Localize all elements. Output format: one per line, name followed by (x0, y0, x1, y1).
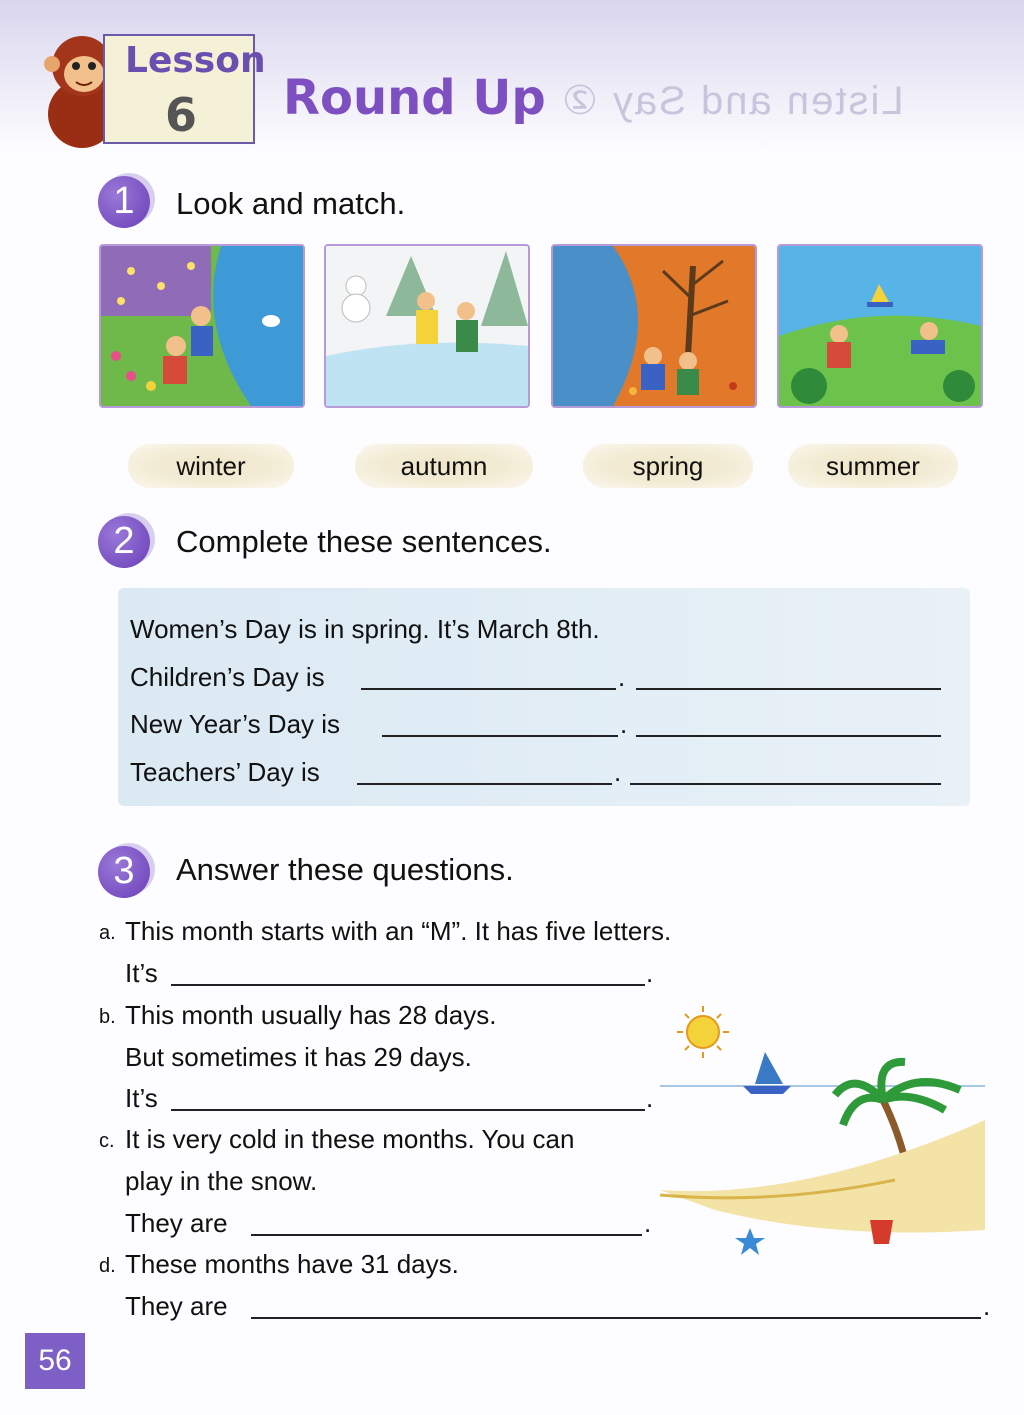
word-autumn[interactable]: autumn (355, 444, 533, 488)
beach-illustration (655, 1000, 985, 1270)
question-b-answer-blank[interactable] (171, 1109, 645, 1111)
question-b-letter: b. (99, 1006, 116, 1028)
childrens-day-date-blank[interactable] (636, 688, 941, 690)
lesson-number: 6 (165, 88, 198, 142)
word-winter[interactable]: winter (128, 444, 294, 488)
period: . (620, 709, 628, 739)
teachers-day-season-blank[interactable] (357, 783, 612, 785)
lesson-badge (103, 34, 266, 144)
word-spring[interactable]: spring (583, 444, 753, 488)
question-d-letter: d. (99, 1255, 116, 1277)
period: . (644, 1208, 652, 1238)
question-c-letter: c. (99, 1130, 115, 1152)
period: . (614, 757, 622, 787)
period: . (983, 1291, 991, 1321)
summer-lake-picture[interactable] (777, 244, 983, 408)
section-1-number: 1 (98, 176, 150, 228)
question-c-text-1: It is very cold in these months. You can (125, 1124, 575, 1154)
autumn-leaves-picture[interactable] (551, 244, 757, 408)
question-b-text-2: But sometimes it has 29 days. (125, 1042, 472, 1072)
question-c-answer-blank[interactable] (251, 1234, 642, 1236)
section-3-number: 3 (98, 846, 150, 898)
question-d-text: These months have 31 days. (125, 1249, 459, 1279)
period: . (618, 662, 626, 692)
sun-icon (677, 1006, 729, 1058)
bucket-icon (870, 1220, 893, 1244)
word-summer[interactable]: summer (788, 444, 958, 488)
sailboat-icon (743, 1052, 791, 1094)
sentence-new-years-day: New Year’s Day is (130, 709, 341, 739)
section-2-number: 2 (98, 516, 150, 568)
faded-background-text: Listen and Say ② (560, 79, 904, 123)
question-d-answer-blank[interactable] (251, 1317, 981, 1319)
page-title: Round Up (283, 70, 546, 126)
winter-skating-picture[interactable] (324, 244, 530, 408)
period: . (646, 958, 654, 988)
question-a-answer-blank[interactable] (171, 984, 645, 986)
teachers-day-date-blank[interactable] (630, 783, 941, 785)
section-3-title: Answer these questions. (176, 852, 514, 887)
question-a-letter: a. (99, 922, 116, 944)
page-number: 56 (25, 1333, 85, 1389)
question-c-answer-prefix: They are (125, 1208, 228, 1238)
sentence-childrens-day: Children’s Day is (130, 662, 325, 692)
example-sentence: Women’s Day is in spring. It’s March 8th. (130, 614, 600, 644)
period: . (646, 1083, 654, 1113)
question-d-answer-prefix: They are (125, 1291, 228, 1321)
question-a-answer-prefix: It’s (125, 958, 158, 988)
question-a-text: This month starts with an “M”. It has five letters. (125, 916, 672, 946)
childrens-day-season-blank[interactable] (361, 688, 616, 690)
new-years-day-season-blank[interactable] (382, 735, 618, 737)
sentence-teachers-day: Teachers’ Day is (130, 757, 320, 787)
section-2-title: Complete these sentences. (176, 524, 552, 559)
section-1-title: Look and match. (176, 186, 406, 221)
starfish-icon (735, 1228, 765, 1255)
spring-park-picture[interactable] (99, 244, 305, 408)
question-b-text-1: This month usually has 28 days. (125, 1000, 497, 1030)
new-years-day-date-blank[interactable] (636, 735, 941, 737)
question-c-text-2: play in the snow. (125, 1166, 318, 1196)
question-b-answer-prefix: It’s (125, 1083, 158, 1113)
lesson-word: Lesson (125, 40, 266, 81)
